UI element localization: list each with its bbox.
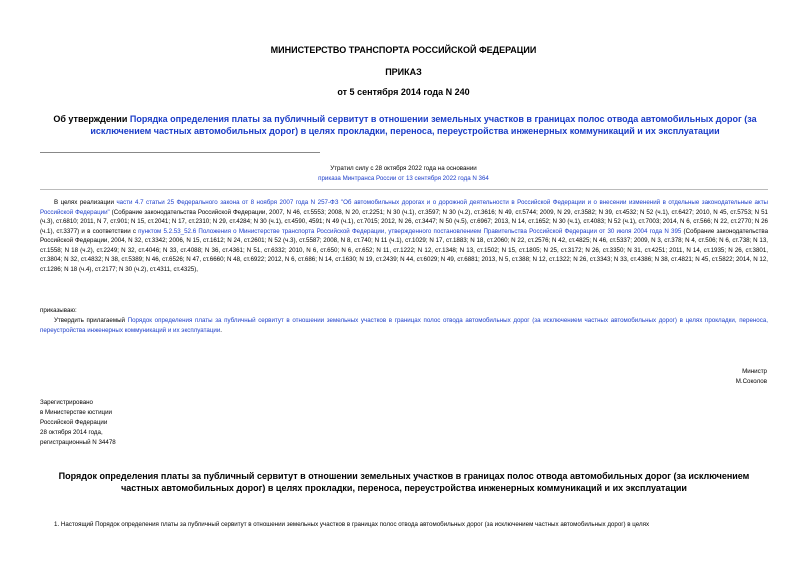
order-title [40, 113, 770, 137]
preamble-paragraph [40, 198, 768, 274]
registration-line-1: Зарегистрировано [40, 399, 93, 406]
registration-line-2: в Министерстве юстиции [40, 409, 113, 416]
registration-line-3: Российской Федерации [40, 419, 108, 426]
clause-1: 1. Настоящий Порядок определения платы за публичный сервитут в отношении земельных участков в границах полос отвода автомобильных дорог (за исключением частных автомобильных дорог) в целях [54, 521, 650, 528]
order-title-link[interactable]: Порядка определения платы за публичный сервитут в отношении земельных участков в границах полос отвода автомобильных дорог (за исключением частных автомобильных дорог) в целях прокладки, переноса, переустройства инженерных коммуникаций и их эксплуатации [90, 114, 757, 136]
order-title-prefix: Об утверждении [53, 114, 130, 124]
registration-line-5: регистрационный N 34478 [40, 439, 116, 446]
lost-force-note [0, 164, 807, 184]
date-number-heading: от 5 сентября 2014 года N 240 [337, 87, 470, 97]
order-word: приказываю: [40, 307, 77, 314]
signature-name: М.Соколов [735, 378, 767, 385]
ministry-heading: МИНИСТЕРСТВО ТРАНСПОРТА РОССИЙСКОЙ ФЕДЕРАЦИИ [270, 45, 537, 55]
registration-block [40, 398, 116, 448]
procedure-title: Порядок определения платы за публичный сервитут в отношении земельных участков в границах полос отвода автомобильных дорог (за исключением частных автомобильных дорог) в целях прокладки, переноса, переустройства инженерных коммуникаций и их эксплуатации [58, 471, 750, 493]
lost-force-text: Утратил силу с 28 октября 2022 года на основании [330, 165, 477, 172]
federal-law-link[interactable]: части 4.7 статьи 25 Федерального закона от 8 ноября 2007 года N 257-ФЗ "Об автомобильных дорогах и о дорожной деятельности в Российской Федерации и о внесении изменений в отдельные законодательные акты Российской Федерации" [40, 199, 768, 216]
divider-short [40, 152, 320, 153]
doc-type-heading: ПРИКАЗ [385, 67, 422, 77]
preamble-text-3: (Собрание законодательства Российской Федерации, 2004, N 32, ст.3342; 2006, N 15, ст.1612; N 24, ст.2601; N 52 (ч.3), ст.5587; 2008, N 8, ст.740; N 11 (ч.1), ст.1029; N 17, ст.1883; N 18, ст.2060; N 22, ст.2576; N 42, ст.4825; N 46, ст.5337; 2009, N 3, ст.378; N 4, ст.506; N 6, ст.738; N 13, ст.1558; N 18 (ч.2), ст.2249; N 32, ст.4046; N 33, ст.4088; N 36, ст.4361; N 51, ст.6332; 2010, N 6, ст.650; N 6, ст.652; N 11, ст.1222; N 12, ст.1348; N 13, ст.1502; N 15, ст.1805; N 25, ст.3172; N 26, ст.3350; N 31, ст.4251; 2011, N 14, ст.1935; N 26, ст.3801, ст.3804; N 32, ст.4832; N 38, ст.5389; N 46, ст.6526; N 47, ст.6660; N 48, ст.6922; 2012, N 6, ст.686; N 14, ст.1630; N 19, ст.2439; N 44, ст.6029; N 49, ст.6881; 2013, N 5, ст.388; N 12, ст.1322; N 26, ст.3343; N 33, ст.4386; N 38, ст.4821; N 45, ст.5822; 2014, N 12, ст.1286; N 18 (ч.4), ст.2177; N 30 (ч.2), ст.4311, ст.4325), [40, 227, 769, 273]
signature-block [736, 367, 767, 387]
approve-text-2: . [220, 326, 223, 334]
divider-long [40, 189, 768, 190]
approve-paragraph [40, 316, 768, 335]
registration-line-4: 28 октября 2014 года, [40, 429, 103, 436]
signature-position: Министр [742, 368, 767, 375]
lost-force-link[interactable]: приказа Минтранса России от 13 сентября 2022 года N 364 [318, 175, 489, 182]
procedure-link[interactable]: Порядок определения платы за публичный сервитут в отношении земельных участков в границах полос отвода автомобильных дорог (за исключением частных автомобильных дорог) в целях прокладки, переноса, переустройства инженерных коммуникаций и их эксплуатации [40, 317, 768, 334]
approve-text-1: Утвердить прилагаемый [54, 317, 128, 324]
preamble-text-2: (Собрание законодательства Российской Федерации, 2007, N 46, ст.5553; 2008, N 20, ст.2251; N 30 (ч.1), ст.3597; N 30 (ч.2), ст.3616; N 49, ст.5744; 2009, N 29, ст.3582; N 39, ст.4532; N 52 (ч.1), ст.6427; 2010, N 45, ст.5753; N 51 (ч.3), ст.6810; 2011, N 7, ст.901; N 15, ст.2041; N 17, ст.2310; N 29, ст.4284; N 30 (ч.1), ст.4590, 4591; N 49 (ч.1), ст.7015; 2012, N 26, ст.3447; N 50 (ч.5), ст.6967; 2013, N 14, ст.1652; N 30 (ч.1), ст.4083; N 52 (ч.1), ст.7003; 2014, N 6, ст.566; N 22, ст.2770; N 26 (ч.1), ст.3377) и в соответствии с [40, 208, 768, 235]
preamble-text-1: В целях реализации [54, 199, 117, 206]
regulation-link[interactable]: пунктом 5.2.53_52.6 Положения о Министерстве транспорта Российской Федерации, утвержденного постановлением Правительства Российской Федерации от 30 июля 2004 года N 395 [138, 227, 682, 235]
